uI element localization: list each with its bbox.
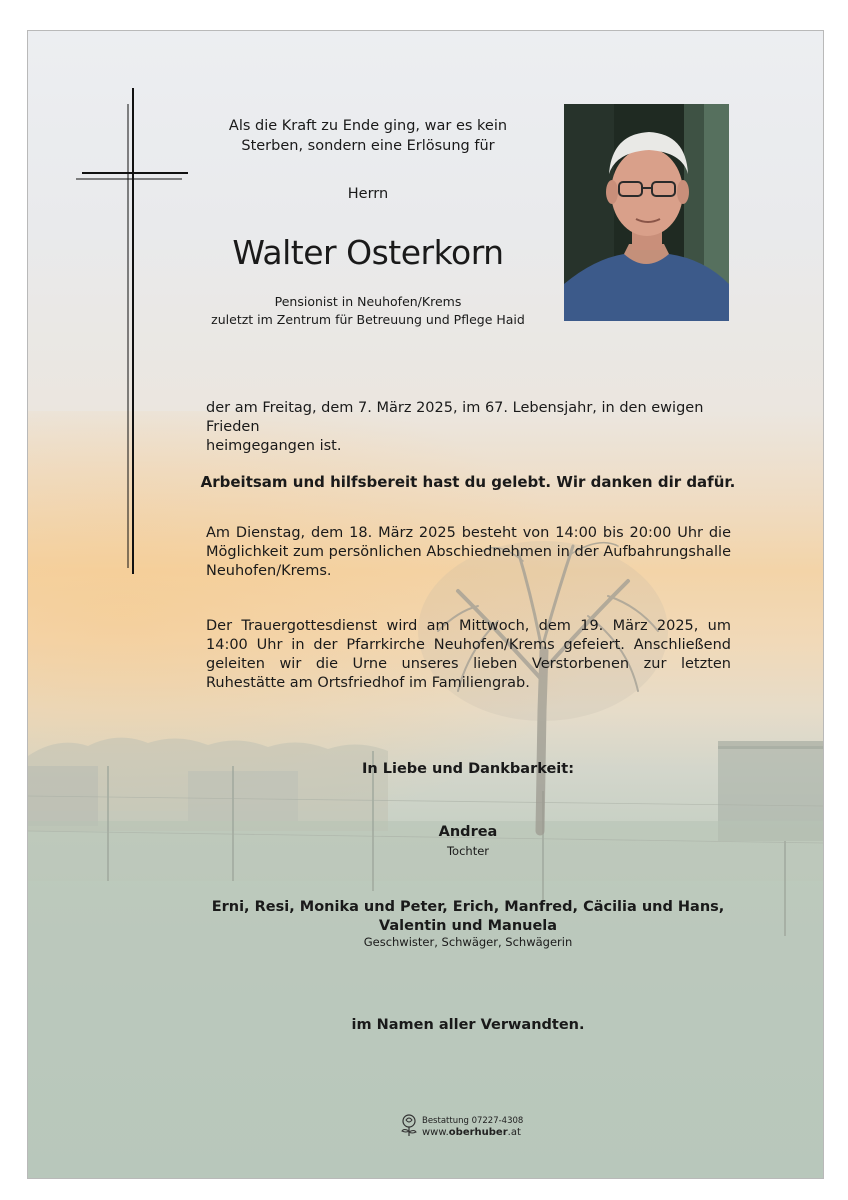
salutation: Herrn	[347, 186, 389, 202]
death-notice-line-1: der am Freitag, dem 7. März 2025, im 67. Lebensjahr, in den ewigen Frieden	[206, 400, 704, 435]
cross-icon	[76, 86, 191, 576]
website-suffix: .at	[507, 1127, 521, 1138]
siblings-line-1: Erni, Resi, Monika und Peter, Erich, Manfred, Cäcilia und Hans,	[211, 899, 725, 915]
obituary-card	[27, 30, 824, 1179]
verse-line-1: Als die Kraft zu Ende ging, war es kein	[228, 118, 508, 134]
deceased-details	[168, 293, 568, 329]
portrait-photo	[564, 104, 729, 321]
death-notice	[206, 399, 731, 456]
website-name: oberhuber	[448, 1127, 508, 1138]
tribute-line: Arbeitsam und hilfsbereit hast du gelebt. Wir danken dir dafür.	[200, 473, 736, 491]
occupation: Pensionist in Neuhofen/Krems	[274, 294, 462, 309]
funeral-home-website	[422, 1127, 521, 1138]
closing-line: im Namen aller Verwandten.	[351, 1017, 585, 1033]
siblings-relation: Geschwister, Schwäger, Schwägerin	[363, 935, 573, 949]
funeral-home-phone: Bestattung 07227-4308	[422, 1116, 524, 1126]
funeral-home-logo	[398, 1113, 538, 1143]
death-notice-line-2: heimgegangen ist.	[206, 438, 342, 454]
siblings-names	[208, 898, 728, 936]
rose-icon	[398, 1113, 420, 1137]
siblings-line-2: Valentin und Manuela	[378, 918, 558, 934]
viewing-paragraph: Am Dienstag, dem 18. März 2025 besteht von 14:00 bis 20:00 Uhr die Möglichkeit zum persönlichen Abschiednehmen in der Aufbahrungshalle Neuhofen/Krems.	[206, 525, 731, 579]
mourner-relation: Tochter	[446, 844, 490, 858]
last-residence: zuletzt im Zentrum für Betreuung und Pflege Haid	[211, 312, 525, 327]
verse-line-2: Sterben, sondern eine Erlösung für	[241, 138, 495, 154]
website-prefix: www.	[422, 1127, 449, 1138]
opening-verse	[168, 116, 568, 156]
closing-love: In Liebe und Dankbarkeit:	[361, 761, 575, 777]
mourner-name: Andrea	[438, 824, 498, 840]
deceased-name: Walter Osterkorn	[232, 233, 504, 272]
service-paragraph: Der Trauergottesdienst wird am Mittwoch, dem 19. März 2025, um 14:00 Uhr in der Pfarrkirche Neuhofen/Krems gefeiert. Anschließend geleiten wir die Urne unseres lieben Verstorbenen zur letzten Ruhestätte am Ortsfriedhof im Familiengrab.	[206, 618, 731, 691]
